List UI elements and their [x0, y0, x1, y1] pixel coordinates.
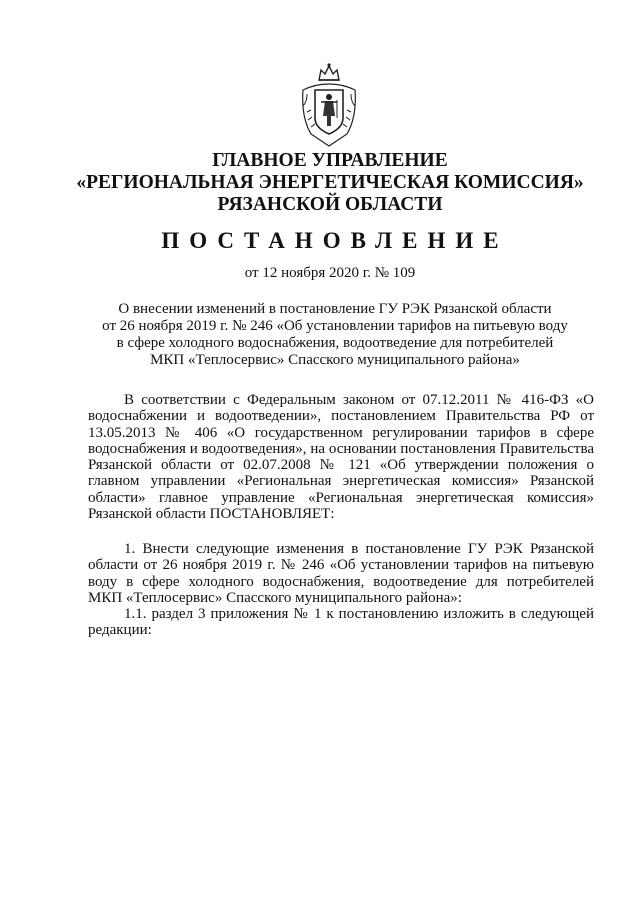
- organization-line-3: РЯЗАНСКОЙ ОБЛАСТИ: [217, 194, 443, 215]
- document-subject: [100, 301, 570, 369]
- item-1-1-paragraph: 1.1. раздел 3 приложения № 1 к постановлению изложить в следующей редакции:: [88, 606, 594, 639]
- organization-line-2: «РЕГИОНАЛЬНАЯ ЭНЕРГЕТИЧЕСКАЯ КОМИССИЯ»: [76, 172, 584, 193]
- organization-line-1: ГЛАВНОЕ УПРАВЛЕНИЕ: [212, 150, 448, 171]
- subject-line-2: от 26 ноября 2019 г. № 246 «Об установлении тарифов на питьевую воду: [102, 318, 568, 334]
- item-1-paragraph: 1. Внести следующие изменения в постановление ГУ РЭК Рязанской области от 26 ноября 2019 г. № 246 «Об установлении тарифов на питьевую воду в сфере холодного водоснабжения, водоотведение для потребителей МКП «Теплосервис» Спасского муниципального района»:: [88, 541, 594, 606]
- organization-name: [60, 150, 600, 216]
- document-type-title: ПОСТАНОВЛЕНИЕ: [161, 228, 509, 253]
- document-date-number: от 12 ноября 2020 г. № 109: [244, 265, 416, 281]
- subject-line-3: в сфере холодного водоснабжения, водоотведение для потребителей: [116, 335, 554, 351]
- subject-line-4: МКП «Теплосервис» Спасского муниципального района»: [150, 352, 520, 368]
- coat-of-arms-icon: [297, 62, 361, 150]
- subject-line-1: О внесении изменений в постановление ГУ РЭК Рязанской области: [118, 301, 552, 317]
- preamble-paragraph: В соответствии с Федеральным законом от 07.12.2011 № 416-ФЗ «О водоснабжении и водоотведении», постановлением Правительства РФ от 13.05.2013 № 406 «О государственном регулировании тарифов в сфере водоснабжения и водоотведения», на основании постановления Правительства Рязанской области от 02.07.2008 № 121 «Об утверждении положения о главном управлении «Региональная энергетическая комиссия» Рязанской области» главное управление «Региональная энергетическая комиссия» Рязанской области ПОСТАНОВЛЯЕТ:: [88, 392, 594, 523]
